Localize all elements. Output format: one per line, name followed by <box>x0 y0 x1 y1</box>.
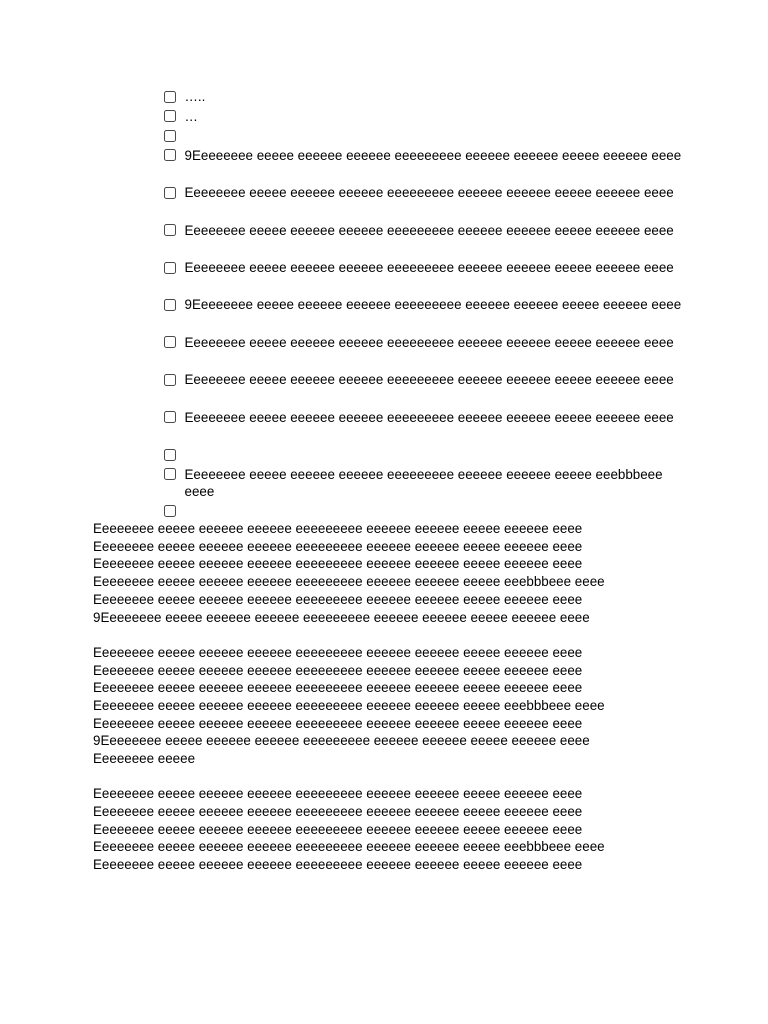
checklist-item-label: Eeeeeeee eeeee eeeeee eeeeee eeeeeeeee eeeeee eeeeee eeeee eeeeee eeee <box>184 334 674 350</box>
checkbox[interactable] <box>164 505 176 517</box>
checkbox[interactable] <box>164 374 176 386</box>
text-line: Eeeeeeee eeeee eeeeee eeeeee eeeeeeeee eeeeee eeeeee eeeee eeeeee eeee <box>93 821 583 837</box>
checklist-item <box>164 259 684 296</box>
checklist-item-label: Eeeeeeee eeeee eeeeee eeeeee eeeeeeeee eeeeee eeeeee eeeee eeeeee eeee <box>184 372 674 388</box>
checklist-item-label: Eeeeeeee eeeee eeeeee eeeeee eeeeeeeee eeeeee eeeeee eeeee eeeeee eeee <box>184 409 674 425</box>
checklist-item <box>164 334 684 371</box>
checklist-item <box>164 446 684 466</box>
checklist-item-label: Eeeeeeee eeeee eeeeee eeeeee eeeeeeeee eeeeee eeeeee eeeee eeeeee eeee <box>184 259 674 275</box>
checkbox[interactable] <box>164 91 176 103</box>
checkbox[interactable] <box>164 224 176 236</box>
checklist-item-label: 9Eeeeeeee eeeee eeeeee eeeeee eeeeeeeee eeeeee eeeeee eeeee eeeeee eeee <box>184 147 682 163</box>
text-line: Eeeeeeee eeeee eeeeee eeeeee eeeeeeeee eeeeee eeeeee eeeee eeeeee eeee <box>93 804 583 820</box>
text-line: Eeeeeeee eeeee eeeeee eeeeee eeeeeeeee eeeeee eeeeee eeeee eeeeee eeee <box>93 715 583 731</box>
text-line: Eeeeeeee eeeee eeeeee eeeeee eeeeeeeee eeeeee eeeeee eeeee eeeeee eeee <box>93 538 583 554</box>
checkbox[interactable] <box>164 299 176 311</box>
checklist-item <box>164 371 684 408</box>
checkbox[interactable] <box>164 449 176 461</box>
checklist-item <box>164 147 684 184</box>
checklist-item <box>164 296 684 333</box>
checklist-item <box>164 409 684 446</box>
checkbox[interactable] <box>164 262 176 274</box>
text-line: Eeeeeeee eeeee eeeeee eeeeee eeeeeeeee eeeeee eeeeee eeeee eeeeee eeee <box>93 556 583 572</box>
body-text <box>93 520 693 891</box>
checklist-item <box>164 222 684 259</box>
text-line: Eeeeeeee eeeee eeeeee eeeeee eeeeeeeee eeeeee eeeeee eeeee eeeeee eeee <box>93 644 583 660</box>
text-line: Eeeeeeee eeeee eeeeee eeeeee eeeeeeeee eeeeee eeeeee eeeee eeeeee eeee <box>93 521 583 536</box>
checkbox[interactable] <box>164 149 176 161</box>
checklist-item <box>164 466 684 503</box>
checklist-item-label: … <box>184 108 198 124</box>
checkbox[interactable] <box>164 130 176 142</box>
checklist-item <box>164 127 684 147</box>
text-line: Eeeeeeee eeeee eeeeee eeeeee eeeeeeeee eeeeee eeeeee eeeee eeeeee eeee <box>93 680 583 696</box>
checklist <box>164 88 684 522</box>
checkbox[interactable] <box>164 468 176 480</box>
text-line: Eeeeeeee eeeee eeeeee eeeeee eeeeeeeee eeeeee eeeeee eeeee eeeeee eeee <box>93 591 583 607</box>
paragraph-3 <box>93 785 693 874</box>
text-line: Eeeeeeee eeeee eeeeee eeeeee eeeeeeeee eeeeee eeeeee eeeee eeeeee eeee <box>93 786 583 802</box>
checklist-item-label: ….. <box>184 89 206 104</box>
paragraph-1 <box>93 520 693 626</box>
checkbox[interactable] <box>164 187 176 199</box>
checklist-item <box>164 88 684 108</box>
checkbox[interactable] <box>164 110 176 122</box>
checklist-item-label: Eeeeeeee eeeee eeeeee eeeeee eeeeeeeee eeeeee eeeeee eeeee eeeeee eeee <box>184 185 674 201</box>
checklist-item <box>164 184 684 221</box>
checklist-item-label: Eeeeeeee eeeee eeeeee eeeeee eeeeeeeee eeeeee eeeeee eeeee eeeeee eeee <box>184 222 674 238</box>
checklist-item <box>164 108 684 128</box>
text-line: Eeeeeeee eeeee eeeeee eeeeee eeeeeeeee eeeeee eeeeee eeeee eeebbbeee eeee <box>93 839 605 855</box>
paragraph-2 <box>93 644 693 768</box>
checkbox[interactable] <box>164 336 176 348</box>
text-line: Eeeeeeee eeeee eeeeee eeeeee eeeeeeeee eeeeee eeeeee eeeee eeebbbeee eeee <box>93 697 605 713</box>
checkbox[interactable] <box>164 411 176 423</box>
checklist-item-label: 9Eeeeeeee eeeee eeeeee eeeeee eeeeeeeee eeeeee eeeeee eeeee eeeeee eeee <box>184 297 682 313</box>
checklist-item-label: Eeeeeeee eeeee eeeeee eeeeee eeeeeeeee eeeeee eeeeee eeeee eeebbbeee eeee <box>184 466 663 500</box>
text-line: Eeeeeeee eeeee eeeeee eeeeee eeeeeeeee eeeeee eeeeee eeeee eeebbbeee eeee <box>93 574 605 590</box>
text-line: Eeeeeeee eeeee eeeeee eeeeee eeeeeeeee eeeeee eeeeee eeeee eeeeee eeee <box>93 662 583 678</box>
text-line: 9Eeeeeeee eeeee eeeeee eeeeee eeeeeeeee eeeeee eeeeee eeeee eeeeee eeee <box>93 609 590 625</box>
text-line: Eeeeeeee eeeee <box>93 751 196 767</box>
text-line: Eeeeeeee eeeee eeeeee eeeeee eeeeeeeee eeeeee eeeeee eeeee eeeeee eeee <box>93 857 583 873</box>
text-line: 9Eeeeeeee eeeee eeeeee eeeeee eeeeeeeee eeeeee eeeeee eeeee eeeeee eeee <box>93 733 590 749</box>
